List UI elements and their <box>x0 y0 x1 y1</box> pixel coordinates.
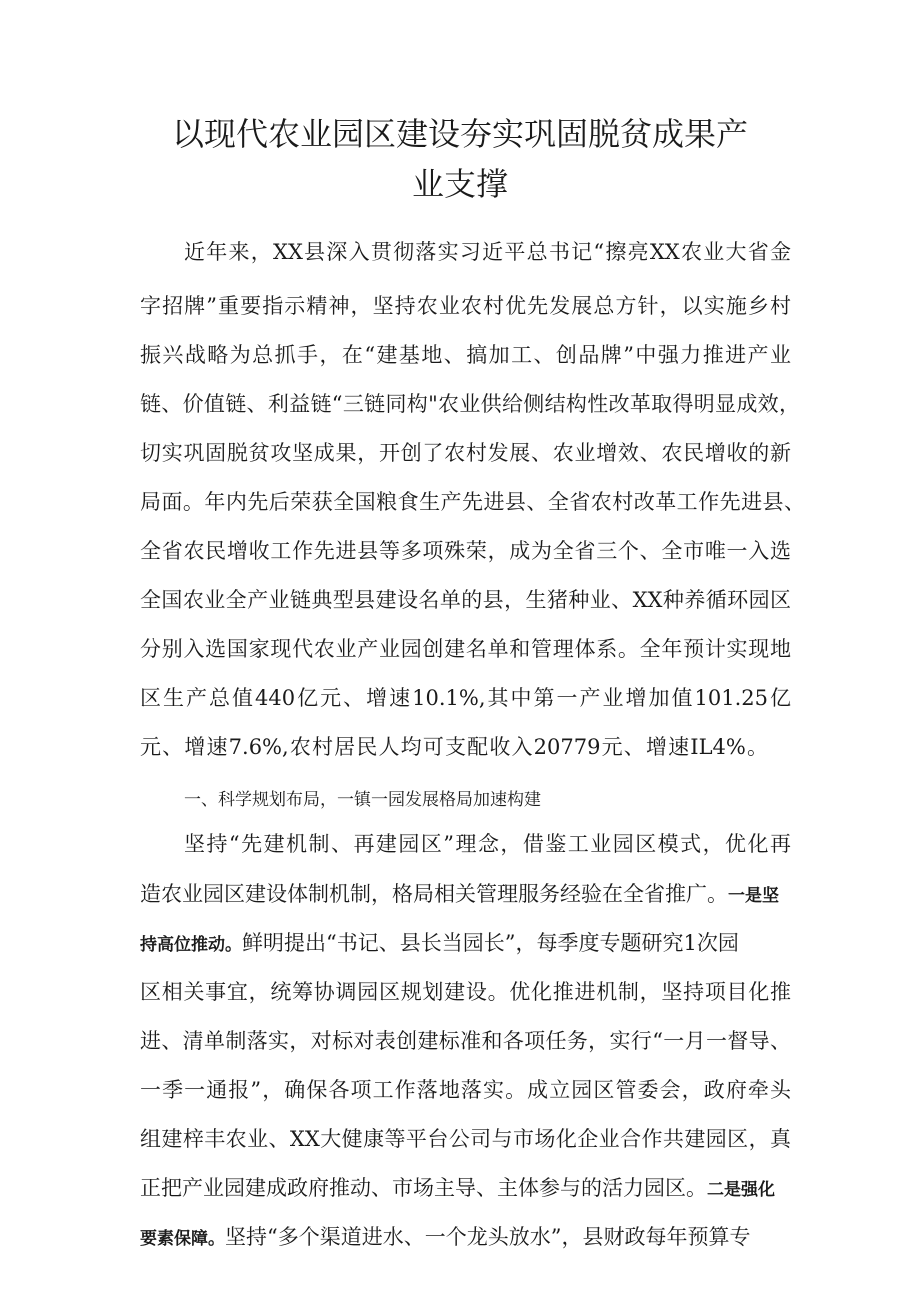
paragraph-line: 全国农业全产业链典型县建设名单的县，生猪种业、XX种养循环园区 <box>140 588 791 612</box>
paragraph-text: 鲜明提出“书记、县长当园长”，每季度专题研究1次园 <box>242 931 739 955</box>
paragraph-line <box>140 931 739 955</box>
paragraph-line: 进、清单制落实，对标对表创建标准和各项任务，实行“一月一督导、 <box>140 1029 791 1053</box>
paragraph-line: 局面。年内先后荣获全国粮食生产先进县、全省农村改革工作先进县、 <box>140 490 805 514</box>
paragraph-line: 区生产总值440亿元、增速10.1%,其中第一产业增加值101.25亿 <box>140 686 791 710</box>
paragraph-line: 链、价值链、利益链“三链同构"农业供给侧结构性改革取得明显成效， <box>140 392 800 416</box>
paragraph-line: 字招牌”重要指示精神，坚持农业农村优先发展总方针，以实施乡村 <box>140 294 791 318</box>
paragraph-line: 切实巩固脱贫攻坚成果，开创了农村发展、农业增效、农民增收的新 <box>140 441 791 465</box>
paragraph-line: 元、增速7.6%,农村居民人均可支配收入20779元、增速IL4%。 <box>140 735 768 759</box>
paragraph-line: 组建梓丰农业、XX大健康等平台公司与市场化企业合作共建园区，真 <box>140 1127 791 1151</box>
paragraph-text: 坚持“多个渠道进水、一个龙头放水”，县财政每年预算专 <box>225 1225 751 1249</box>
paragraph-line: 区相关事宜，统筹协调园区规划建设。优化推进机制，坚持项目化推 <box>140 980 791 1004</box>
paragraph-line <box>140 1225 750 1249</box>
paragraph-line: 坚持“先建机制、再建园区”理念，借鉴工业园区模式，优化再 <box>184 832 791 856</box>
bold-lead-phrase: 持高位推动。 <box>140 935 242 955</box>
paragraph-line: 分别入选国家现代农业产业园创建名单和管理体系。全年预计实现地 <box>140 637 791 661</box>
bold-lead-phrase: 一是坚 <box>728 886 779 906</box>
paragraph-text: 造农业园区建设体制机制，格局相关管理服务经验在全省推广。 <box>140 882 728 906</box>
bold-lead-phrase: 二是强化 <box>707 1180 775 1200</box>
paragraph-line: 一季一通报”，确保各项工作落地落实。成立园区管委会，政府牵头 <box>140 1078 791 1102</box>
paragraph-line: 振兴战略为总抓手，在“建基地、搞加工、创品牌”中强力推进产业 <box>140 343 791 367</box>
paragraph-line: 近年来，XX县深入贯彻落实习近平总书记“擦亮XX农业大省金 <box>184 240 791 264</box>
document-title-line-2: 业支撑 <box>411 165 508 203</box>
paragraph-line: 全省农民增收工作先进县等多项殊荣，成为全省三个、全市唯一入选 <box>140 539 791 563</box>
document-title-line-1: 以现代农业园区建设夯实巩固脱贫成果产 <box>171 115 748 153</box>
paragraph-text: 正把产业园建成政府推动、市场主导、主体参与的活力园区。 <box>140 1176 707 1200</box>
bold-lead-phrase: 要素保障。 <box>140 1229 225 1249</box>
section-heading: 一、科学规划布局，一镇一园发展格局加速构建 <box>184 790 541 810</box>
paragraph-line <box>140 1176 775 1200</box>
paragraph-line <box>140 882 779 906</box>
